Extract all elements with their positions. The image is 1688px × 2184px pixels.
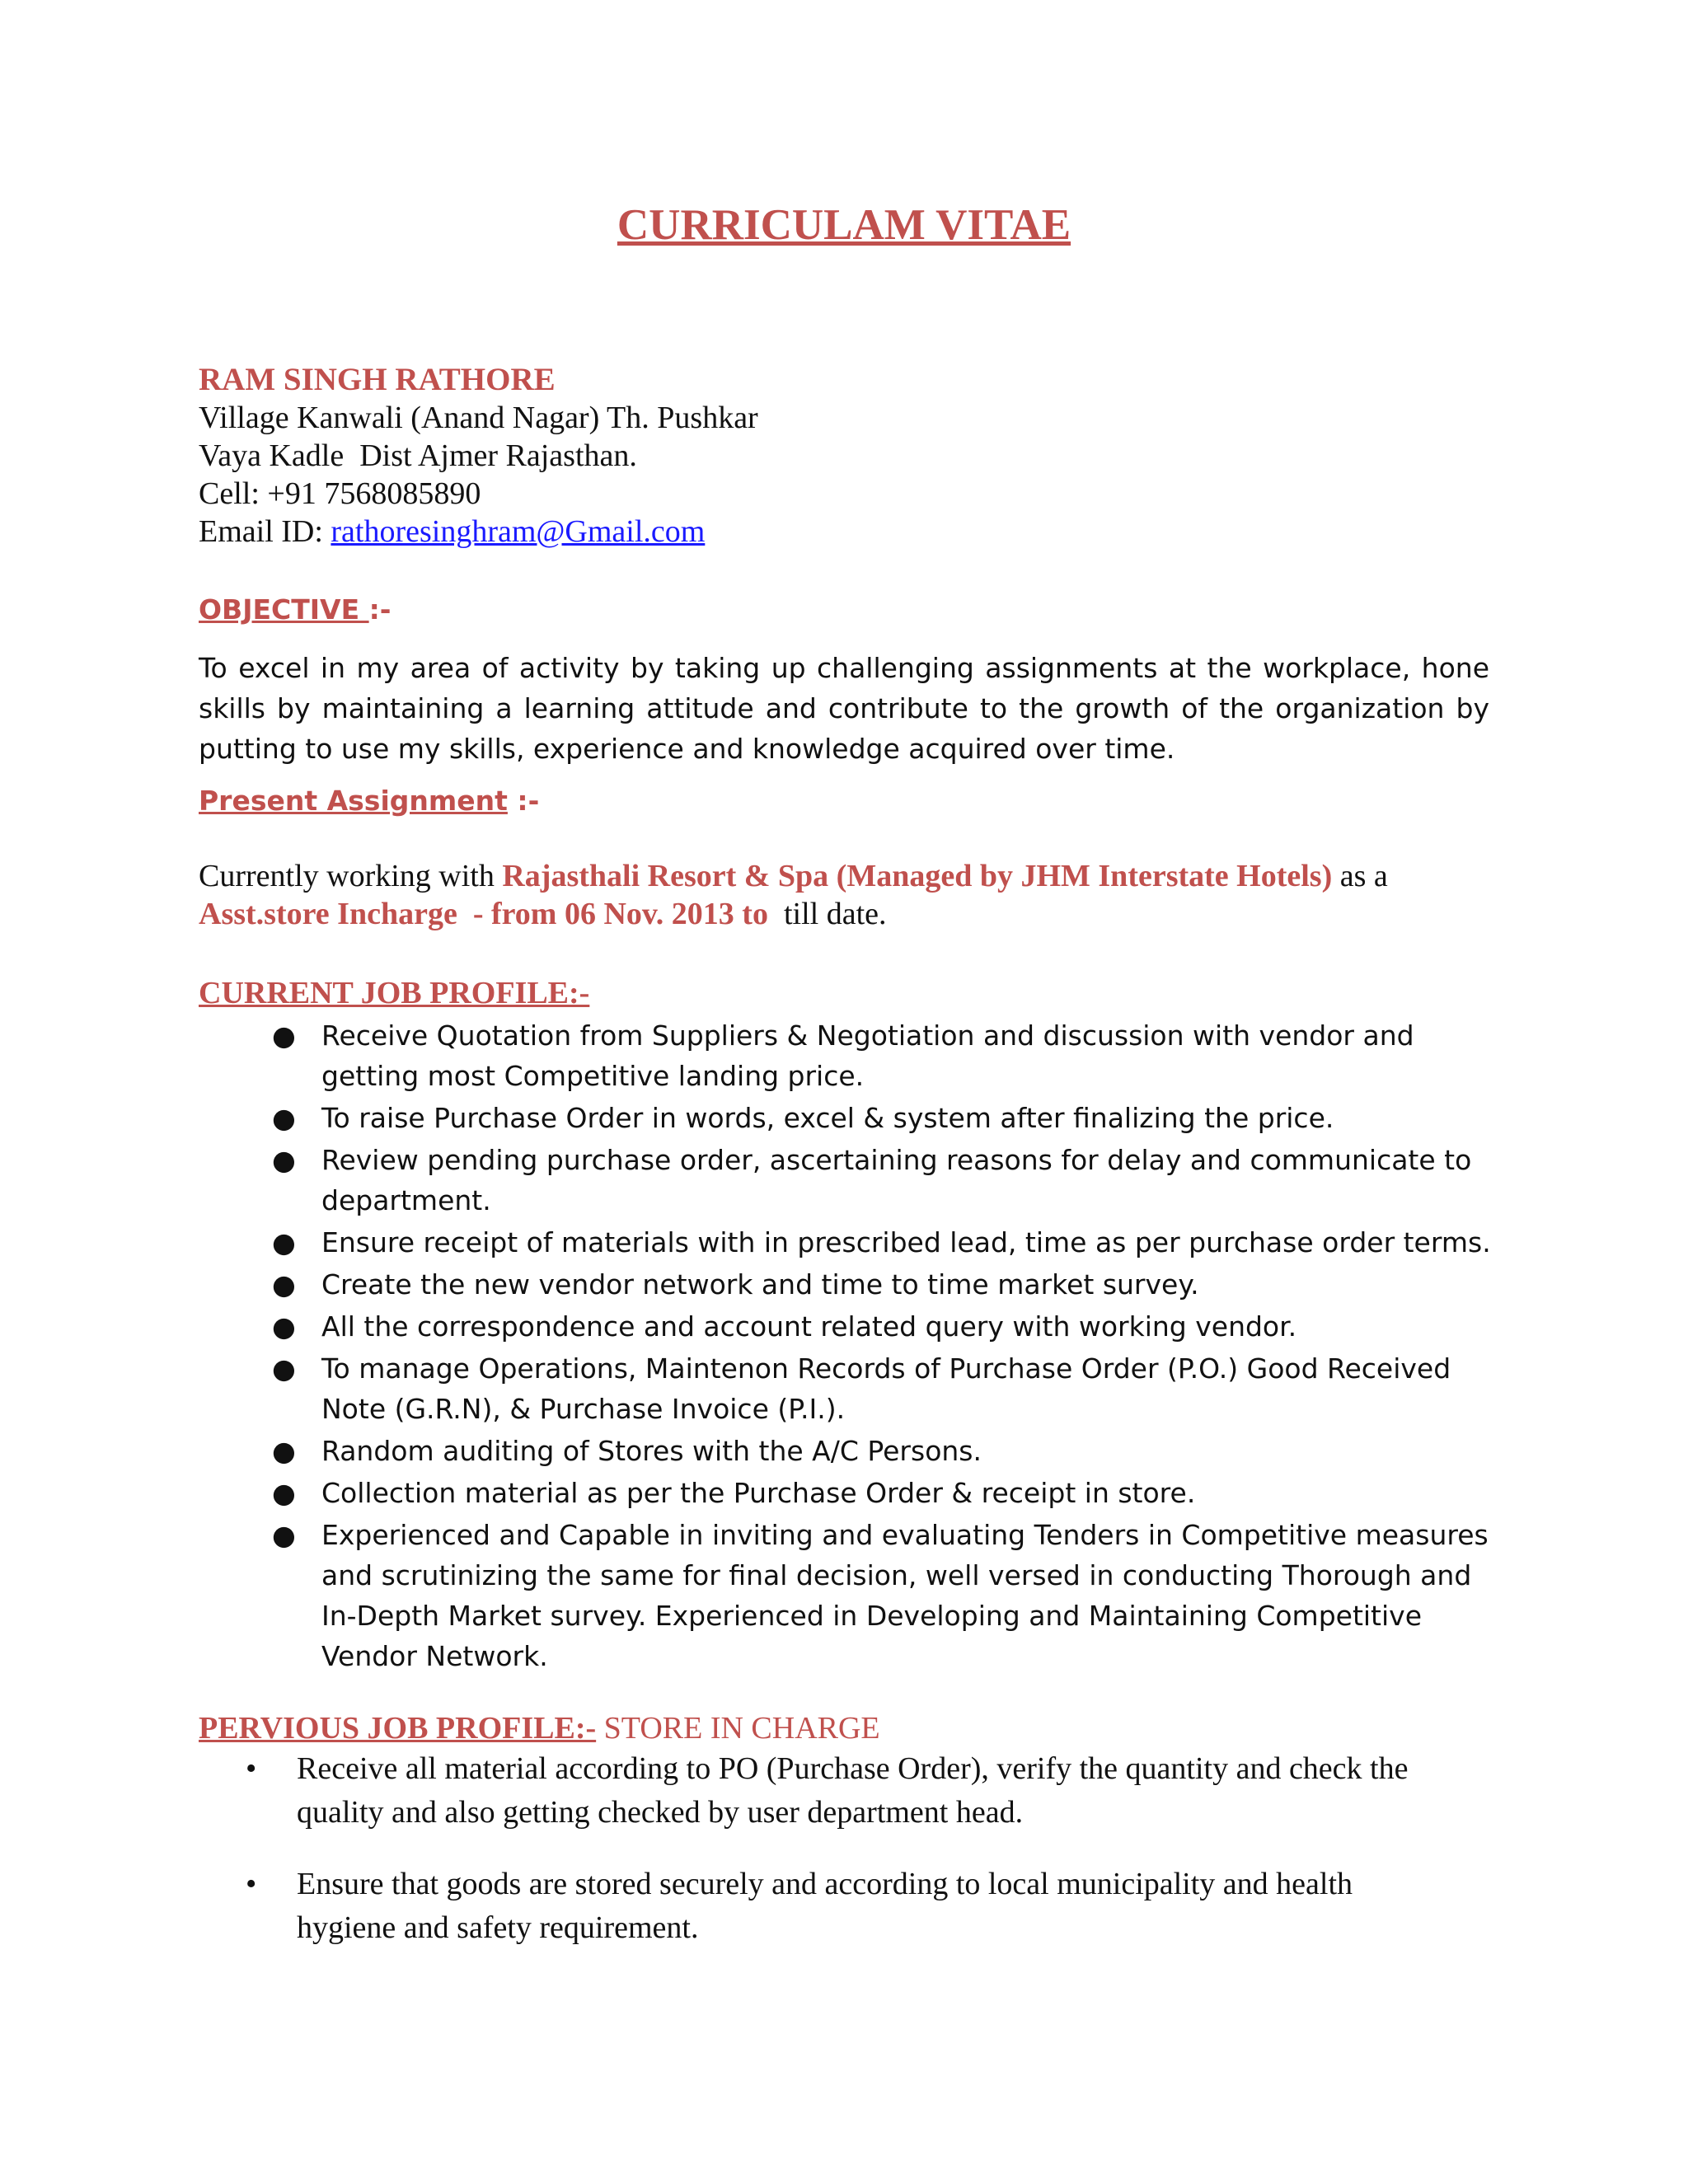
present-text-suffix: till date. (767, 897, 887, 931)
previous-job-profile-list (0, 1747, 1688, 1978)
list-item: • Receive all material according to PO (Purchase Order), verify the quantity and check the quality and also getting checked by user department head. (0, 1747, 1451, 1835)
bullet-icon: ● (272, 1226, 296, 1258)
bullet-icon: ● (272, 1352, 296, 1385)
contact-block (199, 361, 758, 551)
bullet-icon: ● (272, 1102, 296, 1134)
bullet-icon: ● (272, 1310, 296, 1343)
list-item: ● Receive Quotation from Suppliers & Negotiation and discussion with vendor and getting most Competitive landing price. (0, 1015, 1492, 1096)
list-item: ● Random auditing of Stores with the A/C Persons. (0, 1431, 1492, 1471)
candidate-name: RAM SINGH RATHORE (199, 362, 556, 397)
current-job-profile-list (0, 1015, 1688, 1678)
present-assignment-text (199, 857, 1517, 933)
objective-text: To excel in my area of activity by taking up challenging assignments at the workplace, hone skills by maintaining a learning attitude and contribute to the growth of the organization by putting to use my skills, experience and knowledge acquired over time. (199, 652, 1489, 765)
list-item: ● Create the new vendor network and time to time market survey. (0, 1264, 1492, 1305)
document-title: CURRICULAM VITAE (617, 201, 1071, 249)
bullet-icon: ● (272, 1519, 296, 1551)
list-item: ● To raise Purchase Order in words, excel & system after finalizing the price. (0, 1098, 1492, 1138)
bullet-icon: ● (272, 1268, 296, 1301)
present-assignment-heading-suffix: :- (507, 785, 540, 817)
present-assignment-heading (199, 783, 539, 819)
present-role: Asst.store Incharge - from 06 Nov. 2013 to (199, 897, 768, 931)
email-label: Email ID: (199, 514, 331, 549)
cell-number: Cell: +91 7568085890 (199, 476, 481, 511)
bullet-icon: • (246, 1867, 257, 1901)
present-text-mid: as a (1332, 859, 1396, 893)
list-item: • Ensure that goods are stored securely and according to local municipality and health hygiene and safety requirement. (0, 1863, 1451, 1950)
email-row (199, 513, 758, 551)
present-employer: Rajasthali Resort & Spa (Managed by JHM Interstate Hotels) (502, 859, 1333, 893)
address-line-2: Vaya Kadle Dist Ajmer Rajasthan. (199, 438, 637, 473)
list-item: ● Experienced and Capable in inviting and evaluating Tenders in Competitive measures and scrutinizing the same for final decision, well versed in conducting Thorough and In-Depth Market survey. Experienced in Developing and Maintaining Competitive Vendor Network. (0, 1515, 1492, 1676)
previous-job-role: STORE IN CHARGE (596, 1711, 880, 1746)
current-job-profile-heading: CURRENT JOB PROFILE:- (199, 976, 590, 1010)
objective-heading-suffix: :- (368, 593, 392, 626)
list-item: ● Collection material as per the Purchase Order & receipt in store. (0, 1473, 1492, 1513)
present-assignment-heading-label: Present Assignment (199, 785, 508, 817)
bullet-icon: ● (272, 1435, 296, 1467)
present-text-prefix: Currently working with (199, 859, 503, 893)
objective-heading (199, 592, 392, 628)
objective-heading-label: OBJECTIVE (199, 593, 369, 626)
bullet-icon: ● (272, 1144, 296, 1176)
bullet-icon: ● (272, 1019, 296, 1052)
list-item: ● Review pending purchase order, ascertaining reasons for delay and communicate to department. (0, 1140, 1492, 1221)
list-item: ● All the correspondence and account related query with working vendor. (0, 1306, 1492, 1347)
bullet-icon: • (246, 1751, 257, 1786)
bullet-icon: ● (272, 1477, 296, 1509)
previous-job-profile-label: PERVIOUS JOB PROFILE:- (199, 1711, 597, 1746)
address-line-1: Village Kanwali (Anand Nagar) Th. Pushkar (199, 401, 758, 435)
list-item: ● Ensure receipt of materials with in prescribed lead, time as per purchase order terms. (0, 1222, 1492, 1263)
list-item: ● To manage Operations, Maintenon Records of Purchase Order (P.O.) Good Received Note (G.R.N), & Purchase Invoice (P.I.). (0, 1348, 1492, 1429)
previous-job-profile-heading (199, 1709, 880, 1747)
email-link[interactable]: rathoresinghram@Gmail.com (331, 514, 706, 549)
